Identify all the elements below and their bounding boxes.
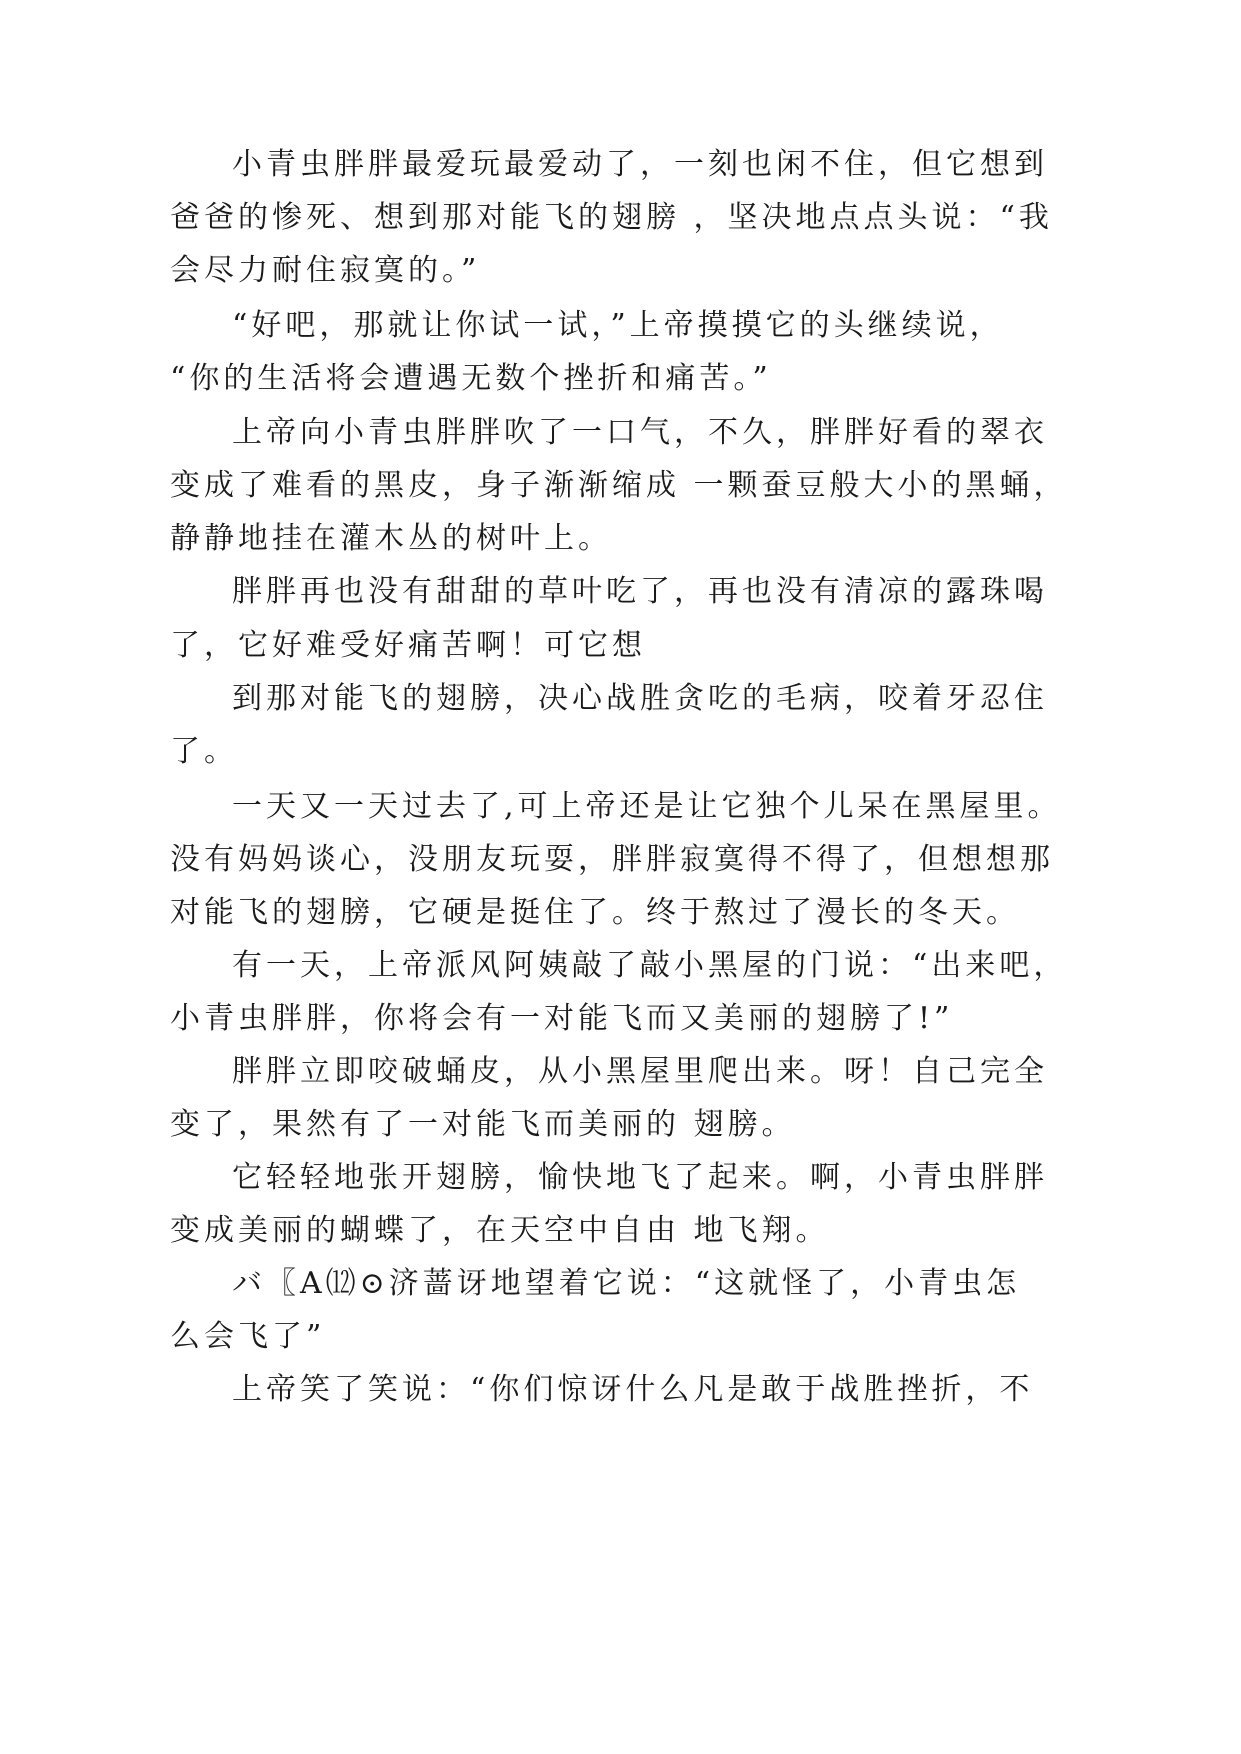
text-line: 它轻轻地张开翅膀，愉快地飞了起来。啊，小青虫胖胖 <box>232 1160 1048 1195</box>
text-line: “你的生活将会遭遇无数个挫折和痛苦。” <box>170 361 772 396</box>
text-line: 变成了难看的黑皮，身子渐渐缩成 一颗蚕豆般大小的黑蛹， <box>170 468 1068 503</box>
text-line: 没有妈妈谈心，没朋友玩耍，胖胖寂寞得不得了，但想想那 <box>170 842 1054 877</box>
text-line: 胖胖立即咬破蛹皮，从小黑屋里爬出来。呀！自己完全 <box>232 1054 1048 1089</box>
text-line: バ〖Α⑿⊙济蔷讶地望着它说：“这就怪了，小青虫怎 <box>232 1266 1021 1301</box>
text-line: 静静地挂在灌木丛的树叶上。 <box>170 521 612 556</box>
text-line: 了。 <box>170 734 238 769</box>
text-line: 上帝向小青虫胖胖吹了一口气，不久，胖胖好看的翠衣 <box>232 415 1048 450</box>
text-line: 变成美丽的蝴蝶了，在天空中自由 地飞翔。 <box>170 1213 830 1248</box>
text-line: 胖胖再也没有甜甜的草叶吃了，再也没有清凉的露珠喝 <box>232 574 1048 609</box>
text-line: 上帝笑了笑说：“你们惊讶什么凡是敢于战胜挫折，不 <box>232 1372 1034 1407</box>
text-line: 到那对能飞的翅膀，决心战胜贪吃的毛病，咬着牙忍住 <box>232 681 1048 716</box>
text-line: 会尽力耐住寂寞的。” <box>170 253 481 288</box>
text-line: 了，它好难受好痛苦啊！可它想 <box>170 628 646 663</box>
text-line: 对能飞的翅膀，它硬是挺住了。终于熬过了漫长的冬天。 <box>170 895 1020 930</box>
text-line: 变了，果然有了一对能飞而美丽的 翅膀。 <box>170 1107 796 1142</box>
text-line: 一天又一天过去了,可上帝还是让它独个儿呆在黑屋里。 <box>232 789 1062 824</box>
text-line: 爸爸的惨死、想到那对能飞的翅膀 ，坚决地点点头说：“我 <box>170 200 1053 235</box>
text-line: “好吧，那就让你试一试，”上帝摸摸它的头继续说， <box>232 308 1004 343</box>
text-line: 小青虫胖胖，你将会有一对能飞而又美丽的翅膀了!” <box>170 1001 954 1036</box>
text-line: 有一天，上帝派风阿姨敲了敲小黑屋的门说：“出来吧， <box>232 948 1068 983</box>
text-line: 小青虫胖胖最爱玩最爱动了，一刻也闲不住，但它想到 <box>232 147 1048 182</box>
text-line: 么会飞了” <box>170 1319 326 1354</box>
